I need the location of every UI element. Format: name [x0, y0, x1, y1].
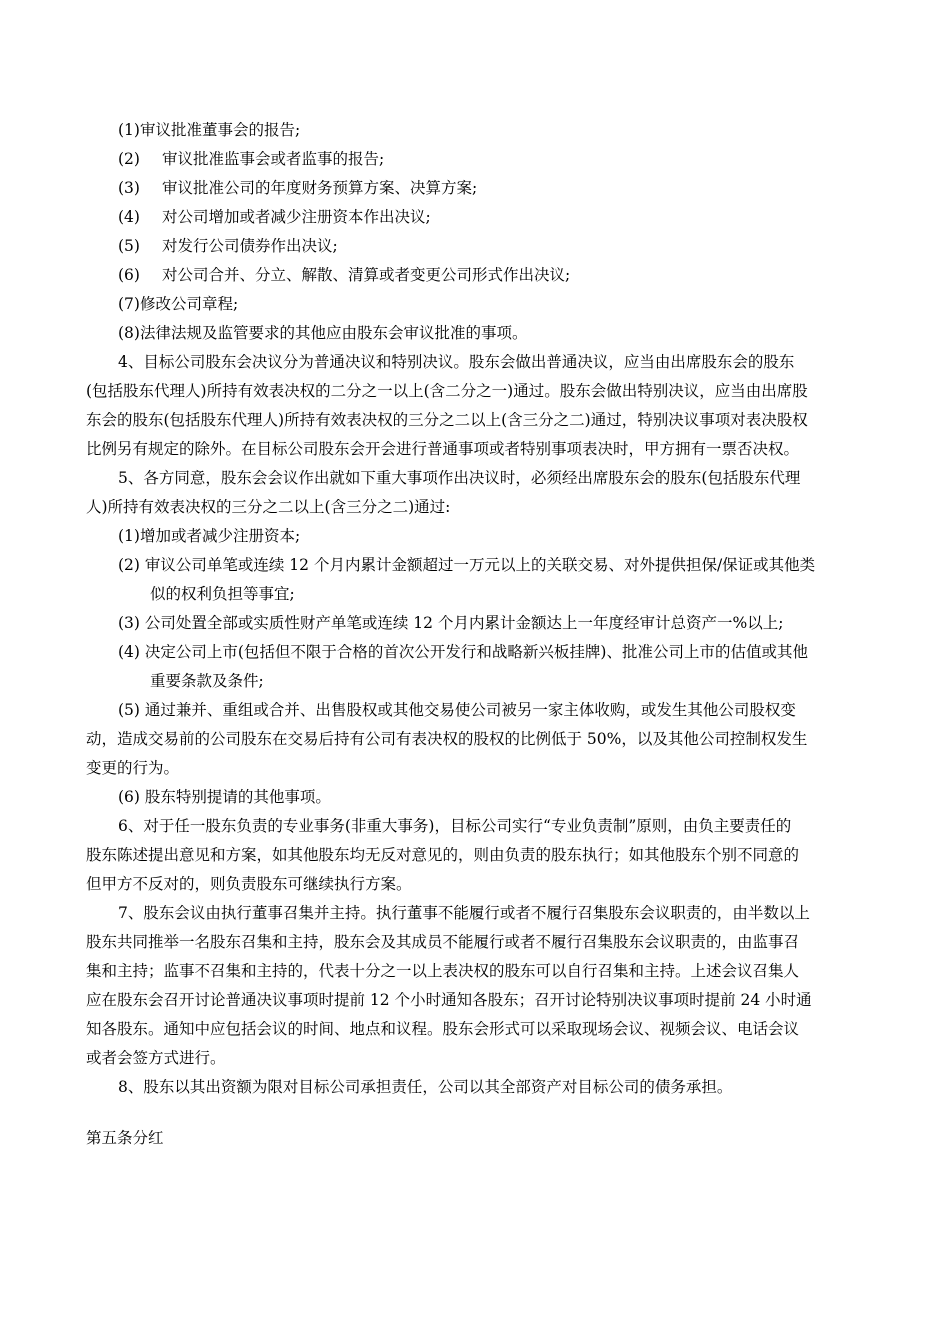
approval-list — [86, 116, 876, 348]
list-item: (2) 审议批准监事会或者监事的报告; — [118, 150, 385, 168]
list-item: (2) 审议公司单笔或连续 12 个月内累计金额超过一万元以上的关联交易、对外提供担保/保证或其他类 — [118, 556, 816, 574]
list-item: (3) 公司处置全部或实质性财产单笔或连续 12 个月内累计金额达上一年度经审计总资产一%以上; — [118, 614, 784, 632]
list-item: (8)法律法规及监管要求的其他应由股东会审议批准的事项。 — [118, 324, 528, 342]
list-item: (1)增加或者减少注册资本; — [118, 527, 301, 545]
list-item: (4) 对公司增加或者减少注册资本作出决议; — [118, 208, 431, 226]
list-item: (7)修改公司章程; — [118, 295, 239, 313]
list-item-continuation: 似的权利负担等事宜; — [150, 585, 295, 603]
list-item: (6) 对公司合并、分立、解散、清算或者变更公司形式作出决议; — [118, 266, 571, 284]
clause-5-paragraph: 5、各方同意，股东会会议作出就如下重大事项作出决议时，必须经出席股东会的股东(包括股东代理 人)所持有效表决权的三分之二以上(含三分之二)通过: — [86, 469, 801, 516]
list-item: (1)审议批准董事会的报告; — [118, 121, 301, 139]
list-item-continuation: 重要条款及条件; — [150, 672, 264, 690]
major-matter-6: (6) 股东特别提请的其他事项。 — [118, 788, 331, 806]
clause-7-paragraph: 7、股东会议由执行董事召集并主持。执行董事不能履行或者不履行召集股东会议职责的，由半数以上 股东共同推举一名股东召集和主持，股东会及其成员不能履行或者不履行召集股东会议职责的，由监事召 集和主持；监事不召集和主持的，代表十分之一以上表决权的股东可以自行召集和主持。上述会议召集人 应在股东会召开讨论普通决议事项时提前 12 个小时通知各股东；召开讨论特别决议事项时提前 24 小时通 知各股东。通知中应包括会议的时间、地点和议程。股东会形式可以采取现场会议、视频会议、电话会议 或者会签方式进行。 — [86, 904, 812, 1067]
major-matter-5: (5) 通过兼并、重组或合并、出售股权或其他交易使公司被另一家主体收购，或发生其他公司股权变 动，造成交易前的公司股东在交易后持有公司有表决权的股权的比例低于 50%，以及其他公司控制权发生 变更的行为。 — [86, 701, 808, 777]
list-item: (4) 决定公司上市(包括但不限于合格的首次公开发行和战略新兴板挂牌)、批准公司上市的估值或其他 — [118, 643, 808, 661]
document-body — [86, 116, 876, 1102]
major-matters-list — [86, 522, 876, 696]
clause-8-paragraph: 8、股东以其出资额为限对目标公司承担责任，公司以其全部资产对目标公司的债务承担。 — [118, 1078, 733, 1096]
list-item: (5) 对发行公司债券作出决议; — [118, 237, 338, 255]
list-item: (3) 审议批准公司的年度财务预算方案、决算方案; — [118, 179, 478, 197]
section-heading: 第五条分红 — [86, 1129, 164, 1147]
clause-4-paragraph: 4、目标公司股东会决议分为普通决议和特别决议。股东会做出普通决议，应当由出席股东会的股东 (包括股东代理人)所持有效表决权的二分之一以上(含二分之一)通过。股东会做出特别决议，应当由出席股 东会的股东(包括股东代理人)所持有效表决权的三分之二以上(含三分之二)通过，特别决议事项对表决股权 比例另有规定的除外。在目标公司股东会开会进行普通事项或者特别事项表决时，甲方拥有一票否决权。 — [86, 353, 808, 458]
clause-6-paragraph: 6、对于任一股东负责的专业事务(非重大事务)，目标公司实行“专业负责制”原则，由负主要责任的 股东陈述提出意见和方案，如其他股东均无反对意见的，则由负责的股东执行；如其他股东个别不同意的 但甲方不反对的，则负责股东可继续执行方案。 — [86, 817, 800, 893]
